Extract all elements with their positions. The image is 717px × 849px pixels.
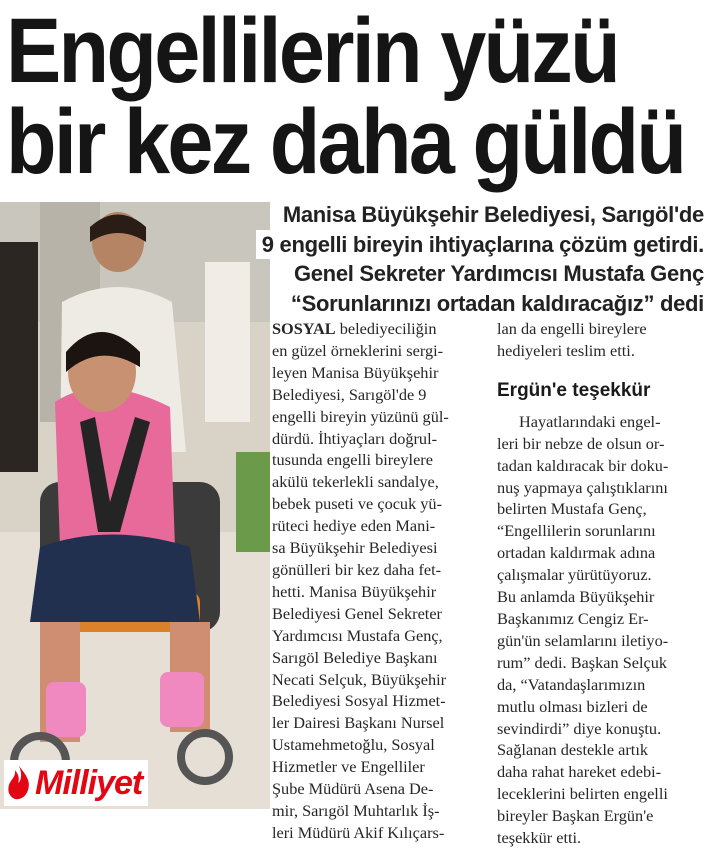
body-line: nuş yapmaya çalıştıklarını [497, 477, 668, 497]
body-line: Şube Müdürü Asena De- [272, 779, 434, 799]
body-line: Hayatlarındaki engel- [519, 411, 661, 431]
sub-headline-line-1: Manisa Büyükşehir Belediyesi, Sarıgöl'de [277, 200, 704, 230]
body-line: teşekkür etti. [497, 828, 582, 848]
body-line: mir, Sarıgöl Muhtarlık İş- [272, 800, 440, 820]
body-line: Belediyesi Genel Sekreter [272, 603, 442, 623]
body-line: leri Müdürü Akif Kılıçars- [272, 822, 445, 842]
flame-icon [6, 765, 32, 801]
body-line: Sarıgöl Belediye Başkanı [272, 647, 438, 667]
body-line: tusunda engelli bireylere [272, 450, 433, 470]
headline-line-2: bir kez daha güldü [6, 91, 685, 193]
body-line: belirten Mustafa Genç, [497, 499, 647, 519]
body-line: “Engellilerin sorunlarını [497, 521, 656, 541]
body-line: leri bir nebze de olsun or- [497, 433, 665, 453]
body-line: Sağlanan destekle artık [497, 740, 648, 760]
body-line: da, “Vatandaşlarımızın [497, 674, 646, 694]
body-line: çalışmalar yürütüyoruz. [497, 565, 652, 585]
body-line: Belediyesi, Sarıgöl'de 9 [272, 384, 427, 404]
body-line: tadan kaldıracak bir doku- [497, 455, 669, 475]
section-subheading: Ergün'e teşekkür [497, 379, 651, 401]
body-line: hetti. Manisa Büyükşehir [272, 581, 437, 601]
headline [6, 0, 685, 193]
body-line: bebek puseti ve çocuk yü- [272, 494, 442, 514]
body-line: Belediyesi Sosyal Hizmet- [272, 691, 446, 711]
body-line: sa Büyükşehir Belediyesi [272, 538, 438, 558]
sub-headline-line-2: 9 engelli bireyin ihtiyaçlarına çözüm getirdi. [256, 230, 704, 260]
body-line: Bu anlamda Büyükşehir [497, 587, 655, 607]
body-line: leyen Manisa Büyükşehir [272, 362, 439, 382]
body-line: Ustamehmetoğlu, Sosyal [272, 735, 435, 755]
body-line: hediyeleri teslim etti. [497, 340, 635, 360]
body-line: mutlu olması bizleri de [497, 696, 648, 716]
body-line: lan da engelli bireylere [497, 319, 647, 338]
body-line: bireyler Başkan Ergün'e [497, 806, 654, 826]
body-line: dürdü. İhtiyaçları doğrul- [272, 428, 438, 448]
body-line: ler Dairesi Başkanı Nursel [272, 713, 445, 733]
first-line [272, 318, 490, 340]
body-line: rüteci hediye eden Mani- [272, 516, 436, 536]
body-line: gün'ün selamlarını iletiyo- [497, 630, 669, 650]
body-line: Necati Selçuk, Büyükşehir [272, 669, 447, 689]
body-line: leceklerini belirten engelli [497, 784, 668, 804]
body-line: engelli bireyin yüzünü gül- [272, 406, 449, 426]
body-line: Yardımcısı Mustafa Genç, [272, 625, 443, 645]
article-column-2 [497, 318, 709, 849]
sub-headline-line-4: “Sorunlarınızı ortadan kaldıracağız” dedi [290, 290, 704, 316]
body-line: Başkanımız Cengiz Er- [497, 608, 649, 628]
milliyet-logo [4, 760, 148, 806]
body-line: rum” dedi. Başkan Selçuk [497, 652, 668, 672]
lead-word: SOSYAL [272, 319, 336, 338]
first-line-rest: belediyeciliğin [335, 319, 437, 338]
body-line: daha rahat hareket edebi- [497, 762, 662, 782]
sub-headline-line-3: Genel Sekreter Yardımcısı Mustafa Genç [293, 261, 704, 286]
sub-headline [190, 200, 704, 318]
body-line: gönülleri bir kez daha fet- [272, 559, 442, 579]
body-line: ortadan kaldırmak adına [497, 543, 656, 563]
body-line: akülü tekerlekli sandalye, [272, 472, 439, 492]
body-line: en güzel örneklerini sergi- [272, 340, 444, 360]
body-line: Hizmetler ve Engelliler [272, 757, 425, 777]
headline-line-1: Engellilerin yüzü [6, 0, 619, 102]
article-column-1 [272, 318, 490, 844]
logo-wordmark: Milliyet [35, 763, 143, 802]
body-line: sevindirdi” diye konuştu. [497, 718, 662, 738]
